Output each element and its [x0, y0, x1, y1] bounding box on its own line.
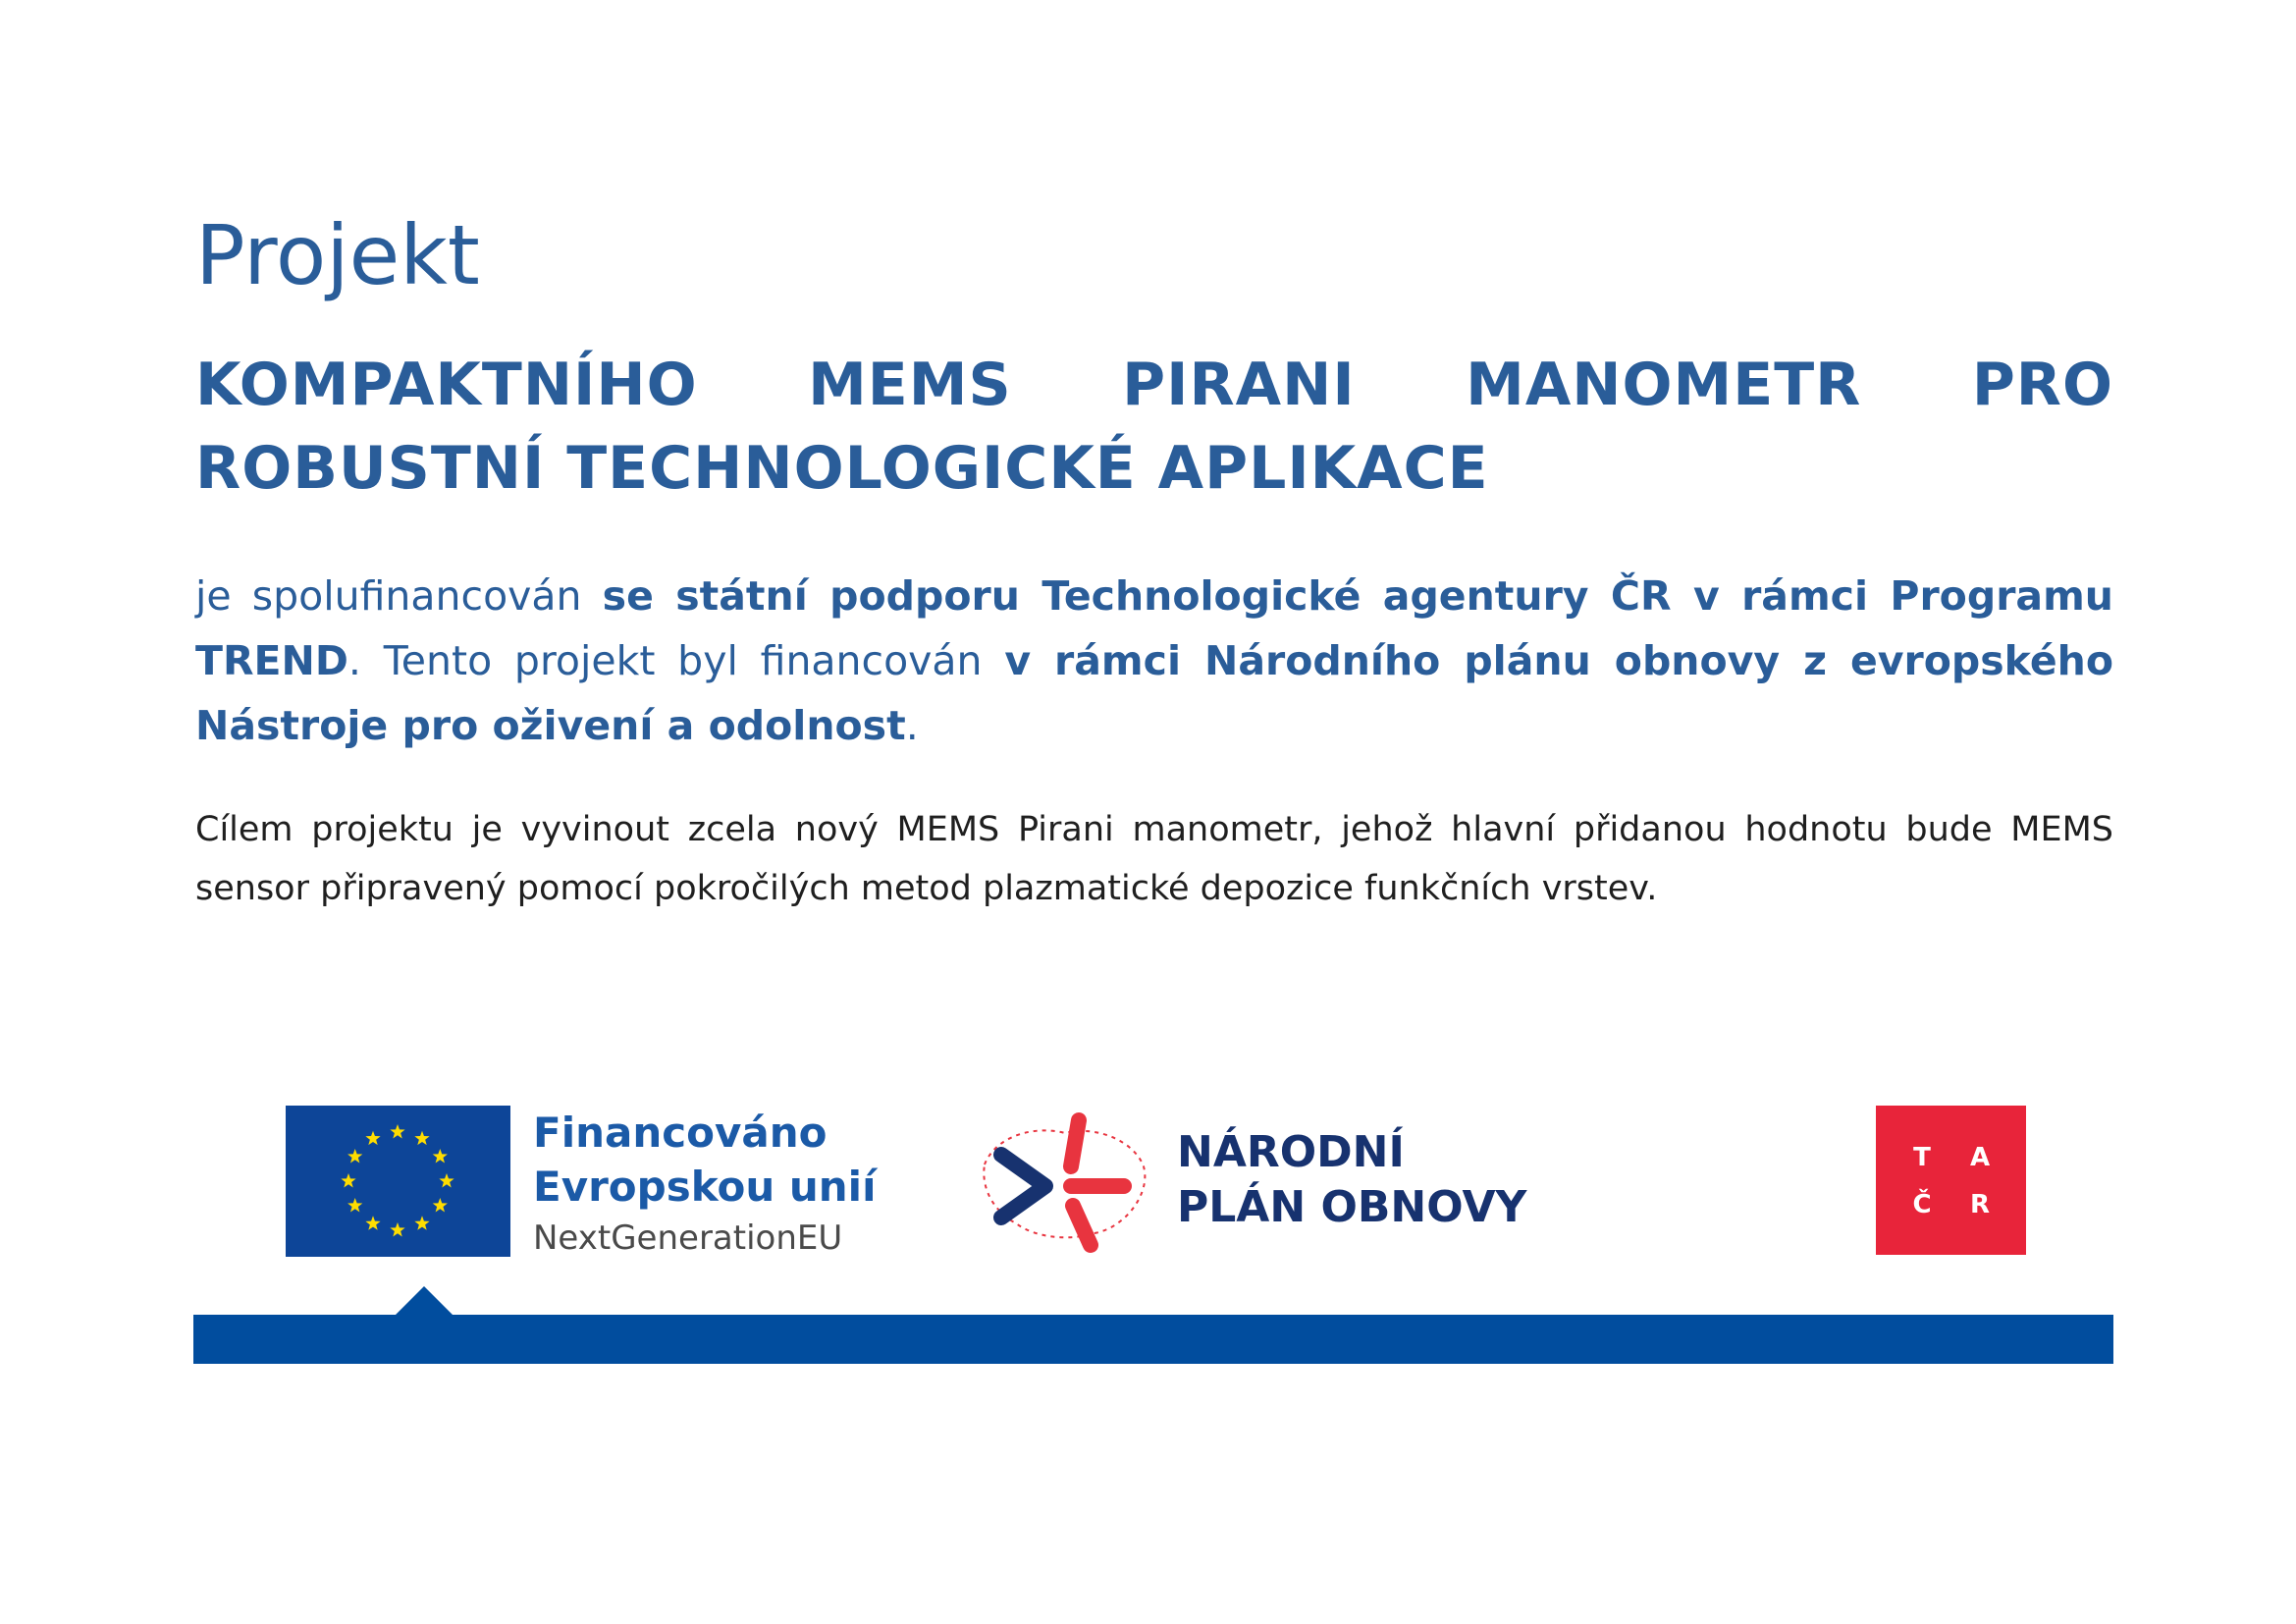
eu-stars-icon — [286, 1106, 510, 1257]
tacr-letter-t: T — [1913, 1143, 1931, 1172]
tacr-letter-c: Č — [1912, 1190, 1932, 1219]
eu-star-icon — [365, 1216, 380, 1229]
eu-logo-line-3: NextGenerationEU — [533, 1218, 843, 1258]
project-title: KOMPAKTNÍHO MEMS PIRANI MANOMETR PRO ROBUSTNÍ TECHNOLOGICKÉ APLIKACE — [195, 351, 2113, 503]
tacr-logo — [1876, 1106, 2026, 1255]
funding-text-3: . Tento projekt byl financován — [347, 637, 1005, 684]
page-heading: Projekt — [195, 207, 480, 303]
eu-star-icon — [439, 1173, 454, 1187]
npo-logo-text — [1177, 1125, 1526, 1235]
eu-logo-text — [533, 1106, 886, 1263]
eu-star-icon — [365, 1131, 380, 1145]
funding-text-4: v rámci Národního plánu obnovy z evropského Nástroje pro oživení a odolnost — [195, 637, 2113, 749]
npo-logo — [977, 1106, 1566, 1261]
tacr-letter-a: A — [1969, 1143, 1991, 1172]
eu-star-icon — [433, 1149, 448, 1163]
eu-star-icon — [414, 1216, 429, 1229]
eu-logo-line-2: Evropskou unií — [533, 1163, 877, 1211]
npo-logo-line-2: PLÁN OBNOVY — [1177, 1182, 1527, 1232]
npo-mark-icon — [977, 1106, 1153, 1261]
npo-logo-line-1: NÁRODNÍ — [1177, 1127, 1405, 1177]
funding-text-5: . — [905, 702, 919, 749]
eu-star-icon — [390, 1124, 404, 1138]
eu-star-icon — [390, 1222, 404, 1236]
eu-star-icon — [347, 1198, 362, 1212]
eu-star-icon — [347, 1149, 362, 1163]
footer-bar — [193, 1315, 2113, 1364]
tacr-letter-r: R — [1969, 1190, 1991, 1219]
eu-flag-icon — [286, 1106, 510, 1257]
funding-text-1: je spolufinancován — [195, 572, 603, 620]
eu-funding-logo — [286, 1106, 875, 1261]
footer-notch — [395, 1286, 454, 1316]
eu-star-icon — [414, 1131, 429, 1145]
funding-text-2: se státní podporu Technologické agentury ČR v rámci Programu TREND — [195, 572, 2113, 684]
project-goal: Cílem projektu je vyvinout zcela nový MEMS Pirani manometr, jehož hlavní přidanou hodnotu bude MEMS sensor připravený pomocí pokročilých metod plazmatické depozice funkčních vrstev. — [195, 810, 2113, 908]
eu-star-icon — [433, 1198, 448, 1212]
eu-logo-line-1: Financováno — [533, 1109, 828, 1157]
funding-statement — [195, 564, 2113, 758]
eu-star-icon — [341, 1173, 355, 1187]
